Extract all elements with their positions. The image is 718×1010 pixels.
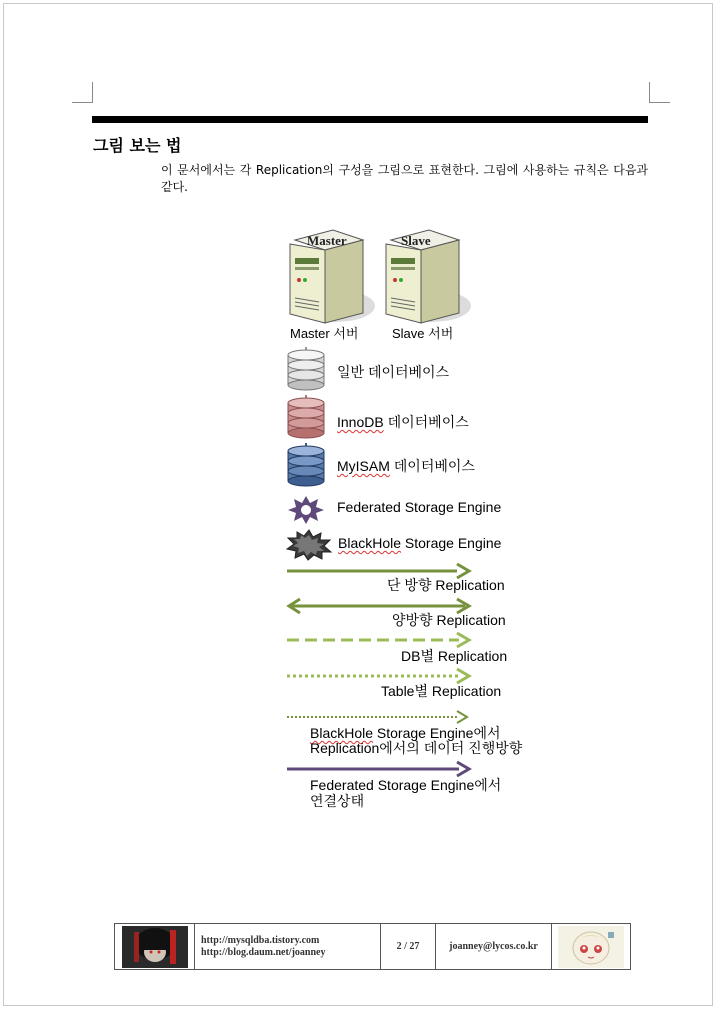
blackhole-suffix: Storage Engine: [401, 535, 502, 551]
svg-text:Slave: Slave: [401, 233, 431, 248]
header-rule: [92, 116, 648, 123]
myisam-term: MyISAM: [337, 458, 390, 474]
section-heading: 그림 보는 법: [93, 136, 182, 155]
federated-engine-label: Federated Storage Engine: [337, 499, 502, 515]
innodb-database-label: [337, 412, 469, 432]
normal-database-label: 일반 데이터베이스: [337, 364, 450, 380]
dark-character-avatar-icon: [122, 926, 188, 968]
master-tag: [305, 232, 355, 248]
footer-page-number: 2 / 27: [381, 924, 436, 969]
footer-left-avatar: [115, 924, 195, 969]
footer-url-daum[interactable]: http://blog.daum.net/joanney: [201, 946, 326, 958]
federated-connection-line1: Federated Storage Engine에서: [310, 777, 502, 793]
slave-server-label: Slave 서버: [392, 326, 454, 341]
blackhole-direction-line2: Replication에서의 데이터 진행방향: [310, 740, 523, 756]
federated-engine-icon: [287, 495, 325, 525]
myisam-suffix: 데이터베이스: [389, 458, 475, 474]
footer-email[interactable]: joanney@lycos.co.kr: [436, 924, 552, 969]
crop-mark-top-left: [72, 82, 93, 103]
master-server-label: Master 서버: [290, 326, 359, 341]
blackhole-term: BlackHole: [338, 535, 402, 551]
cute-character-avatar-icon: [558, 926, 624, 968]
one-way-label: 단 방향 Replication: [387, 577, 505, 593]
crop-mark-top-right: [649, 82, 670, 103]
intro-paragraph: 이 문서에서는 각 Replication의 구성을 그림으로 표현한다. 그림에 사용하는 규칙은 다음과 같다.: [161, 163, 648, 194]
footer-right-avatar: [552, 924, 630, 969]
myisam-database-label: [337, 456, 475, 476]
innodb-suffix: 데이터베이스: [383, 414, 469, 430]
myisam-database-icon: [286, 443, 326, 487]
svg-text:Master: Master: [307, 233, 347, 248]
per-table-label: Table별 Replication: [381, 683, 502, 699]
innodb-term: InnoDB: [337, 414, 384, 430]
page-footer: [114, 923, 631, 970]
footer-urls: [195, 924, 381, 969]
blackhole-direction-suffix: Storage Engine에서: [373, 725, 501, 741]
footer-url-tistory[interactable]: http://mysqldba.tistory.com: [201, 934, 320, 946]
normal-database-icon: [286, 347, 326, 391]
blackhole-direction-term: BlackHole: [310, 725, 374, 741]
two-way-label: 양방향 Replication: [392, 612, 506, 628]
blackhole-engine-label: [338, 535, 501, 551]
federated-connection-line2: 연결상태: [310, 793, 365, 809]
blackhole-engine-icon: [286, 529, 332, 561]
per-db-label: DB별 Replication: [401, 648, 508, 664]
slave-tag: [399, 232, 449, 248]
innodb-database-icon: [286, 395, 326, 439]
